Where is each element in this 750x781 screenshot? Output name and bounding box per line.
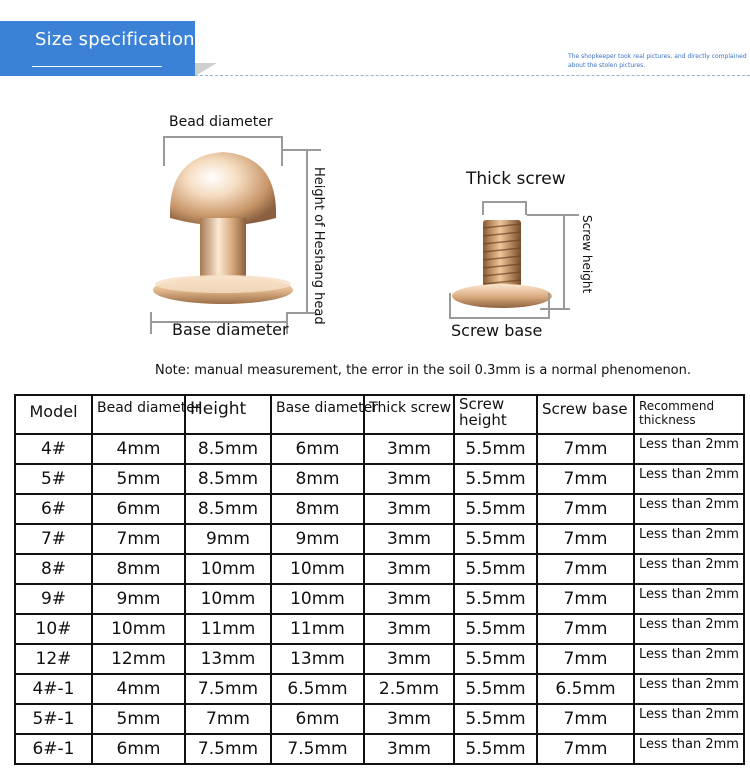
table-row <box>15 674 744 704</box>
cell-height: 7.5mm <box>185 674 271 704</box>
cell-screw-height: 5.5mm <box>454 734 537 764</box>
cell-recommend-thickness: Less than 2mm <box>634 524 744 554</box>
cell-thick-screw: 3mm <box>364 614 454 644</box>
cell-height: 11mm <box>185 614 271 644</box>
cell-base-diameter: 8mm <box>271 464 364 494</box>
cell-base-diameter: 9mm <box>271 524 364 554</box>
cell-screw-height: 5.5mm <box>454 704 537 734</box>
cell-base-diameter: 13mm <box>271 644 364 674</box>
table-row <box>15 434 744 464</box>
table-row <box>15 524 744 554</box>
cell-screw-height: 5.5mm <box>454 434 537 464</box>
cell-thick-screw: 3mm <box>364 434 454 464</box>
cell-screw-height: 5.5mm <box>454 674 537 704</box>
screw-height-label: Screw height <box>580 215 594 294</box>
rivet-height-label: Height of Heshang head <box>311 167 326 325</box>
cell-screw-base: 7mm <box>537 704 634 734</box>
cell-height: 8.5mm <box>185 494 271 524</box>
cell-recommend-thickness: Less than 2mm <box>634 464 744 494</box>
cell-screw-base: 7mm <box>537 644 634 674</box>
screw-base-tick-right <box>548 293 550 319</box>
header-recommend-thickness: Recommend thickness <box>634 395 744 434</box>
cell-recommend-thickness: Less than 2mm <box>634 584 744 614</box>
cell-height: 8.5mm <box>185 464 271 494</box>
cell-bead-diameter: 12mm <box>92 644 185 674</box>
cell-screw-base: 7mm <box>537 584 634 614</box>
cell-model: 6#-1 <box>15 734 92 764</box>
table-header-row <box>15 395 744 434</box>
cell-screw-base: 7mm <box>537 524 634 554</box>
cell-screw-height: 5.5mm <box>454 464 537 494</box>
table-row <box>15 554 744 584</box>
cell-recommend-thickness: Less than 2mm <box>634 554 744 584</box>
cell-screw-base: 7mm <box>537 464 634 494</box>
cell-height: 9mm <box>185 524 271 554</box>
cell-bead-diameter: 6mm <box>92 734 185 764</box>
cell-recommend-thickness: Less than 2mm <box>634 434 744 464</box>
page-title: Size specification <box>35 29 195 50</box>
cell-bead-diameter: 7mm <box>92 524 185 554</box>
cell-thick-screw: 3mm <box>364 554 454 584</box>
header-base-diameter: Base diameter <box>271 395 364 434</box>
cell-base-diameter: 10mm <box>271 584 364 614</box>
cell-screw-height: 5.5mm <box>454 584 537 614</box>
screw-base-tick-left <box>449 293 451 319</box>
height-line <box>306 149 308 314</box>
header-divider <box>195 75 750 76</box>
cell-height: 10mm <box>185 584 271 614</box>
cell-base-diameter: 11mm <box>271 614 364 644</box>
screw-width-tick-left <box>482 201 484 215</box>
table-row <box>15 494 744 524</box>
table-row <box>15 704 744 734</box>
cell-bead-diameter: 10mm <box>92 614 185 644</box>
height-tick-top <box>281 149 321 151</box>
spec-table <box>14 394 745 765</box>
cell-screw-base: 7mm <box>537 554 634 584</box>
cell-screw-base: 7mm <box>537 734 634 764</box>
cell-screw-height: 5.5mm <box>454 524 537 554</box>
cell-model: 7# <box>15 524 92 554</box>
cell-bead-diameter: 5mm <box>92 464 185 494</box>
cell-thick-screw: 3mm <box>364 704 454 734</box>
cell-screw-base: 7mm <box>537 494 634 524</box>
screw-height-line <box>563 214 565 310</box>
cell-model: 5#-1 <box>15 704 92 734</box>
bead-diameter-label: Bead diameter <box>169 114 273 130</box>
header-screw-height: Screw height <box>454 395 537 434</box>
cell-height: 7mm <box>185 704 271 734</box>
screw-title: Thick screw <box>466 169 566 189</box>
cell-model: 12# <box>15 644 92 674</box>
cell-thick-screw: 3mm <box>364 494 454 524</box>
cell-screw-height: 5.5mm <box>454 554 537 584</box>
cell-model: 8# <box>15 554 92 584</box>
title-underline <box>32 66 162 67</box>
cell-bead-diameter: 5mm <box>92 704 185 734</box>
cell-model: 6# <box>15 494 92 524</box>
cell-bead-diameter: 6mm <box>92 494 185 524</box>
cell-bead-diameter: 4mm <box>92 434 185 464</box>
screw-head <box>452 284 552 308</box>
cell-recommend-thickness: Less than 2mm <box>634 614 744 644</box>
screw-base-line <box>449 317 550 319</box>
cell-screw-base: 7mm <box>537 434 634 464</box>
cell-thick-screw: 3mm <box>364 524 454 554</box>
copyright-notice: The shopkeeper took real pictures, and directly complained about the stolen pictures. <box>568 53 747 69</box>
table-row <box>15 734 744 764</box>
cell-height: 8.5mm <box>185 434 271 464</box>
base-diameter-tick-left <box>150 312 152 334</box>
base-diameter-label: Base diameter <box>172 320 289 339</box>
cell-screw-base: 7mm <box>537 614 634 644</box>
screw-width-tick-right <box>525 201 527 215</box>
cell-model: 4# <box>15 434 92 464</box>
cell-bead-diameter: 8mm <box>92 554 185 584</box>
header-model: Model <box>15 395 92 434</box>
cell-base-diameter: 6mm <box>271 434 364 464</box>
screw-base-label: Screw base <box>451 321 543 340</box>
cell-height: 7.5mm <box>185 734 271 764</box>
cell-base-diameter: 8mm <box>271 494 364 524</box>
table-row <box>15 644 744 674</box>
cell-base-diameter: 6.5mm <box>271 674 364 704</box>
cell-height: 13mm <box>185 644 271 674</box>
cell-recommend-thickness: Less than 2mm <box>634 704 744 734</box>
cell-base-diameter: 10mm <box>271 554 364 584</box>
rivet-bead <box>170 152 276 226</box>
cell-model: 5# <box>15 464 92 494</box>
cell-bead-diameter: 4mm <box>92 674 185 704</box>
cell-thick-screw: 3mm <box>364 734 454 764</box>
header-bead-diameter: Bead diameter <box>92 395 185 434</box>
table-row <box>15 464 744 494</box>
cell-screw-height: 5.5mm <box>454 494 537 524</box>
header-thick-screw: Thick screw <box>364 395 454 434</box>
cell-recommend-thickness: Less than 2mm <box>634 734 744 764</box>
cell-screw-height: 5.5mm <box>454 644 537 674</box>
cell-thick-screw: 3mm <box>364 464 454 494</box>
measurement-note: Note: manual measurement, the error in the soil 0.3mm is a normal phenomenon. <box>155 363 692 378</box>
cell-thick-screw: 3mm <box>364 644 454 674</box>
cell-recommend-thickness: Less than 2mm <box>634 494 744 524</box>
cell-model: 10# <box>15 614 92 644</box>
screw-height-tick-bottom <box>540 308 570 310</box>
cell-thick-screw: 3mm <box>364 584 454 614</box>
table-row <box>15 584 744 614</box>
cell-height: 10mm <box>185 554 271 584</box>
cell-bead-diameter: 9mm <box>92 584 185 614</box>
cell-recommend-thickness: Less than 2mm <box>634 674 744 704</box>
cell-screw-base: 6.5mm <box>537 674 634 704</box>
cell-thick-screw: 2.5mm <box>364 674 454 704</box>
header-screw-base: Screw base <box>537 395 634 434</box>
cell-base-diameter: 7.5mm <box>271 734 364 764</box>
header-height: Height <box>185 395 271 434</box>
cell-screw-height: 5.5mm <box>454 614 537 644</box>
cell-recommend-thickness: Less than 2mm <box>634 644 744 674</box>
rivet-stem <box>200 218 246 278</box>
cell-model: 9# <box>15 584 92 614</box>
rivet-image <box>140 138 315 318</box>
screw-width-line <box>482 201 527 203</box>
cell-base-diameter: 6mm <box>271 704 364 734</box>
cell-model: 4#-1 <box>15 674 92 704</box>
screw-height-tick-top <box>527 214 579 216</box>
table-row <box>15 614 744 644</box>
